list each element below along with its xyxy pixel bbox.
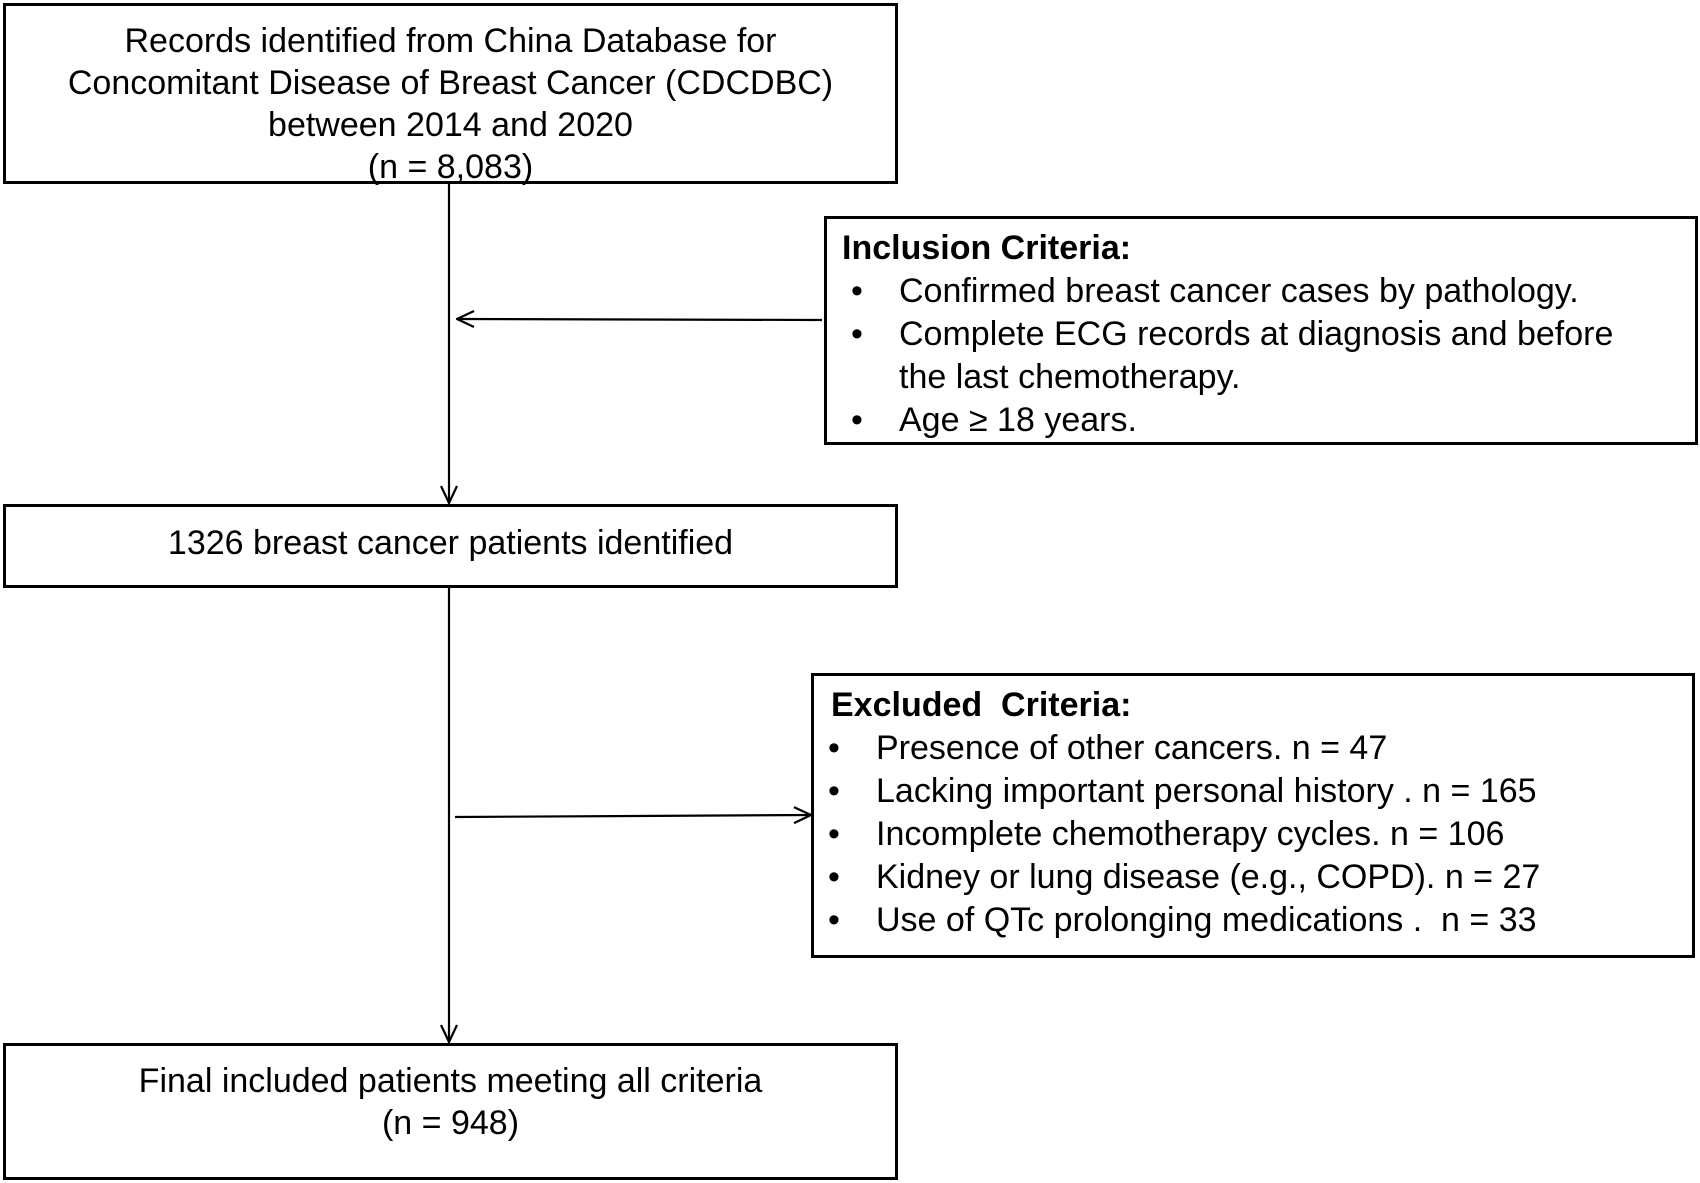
inclusion-item-text: Complete ECG records at diagnosis and before the last chemotherapy. (899, 315, 1614, 396)
records-line-2: Concomitant Disease of Breast Cancer (CDCDBC) (67, 64, 834, 102)
list-item (819, 727, 1692, 770)
bullet: • (828, 815, 840, 853)
list-item (819, 813, 1692, 856)
excluded-item-text: Lacking important personal history . n = 165 (876, 772, 1537, 810)
records-line-4: (n = 8,083) (367, 148, 534, 186)
inclusion-item-text: Age ≥ 18 years. (899, 401, 1137, 439)
list-item (819, 856, 1692, 899)
list-item (842, 313, 1695, 399)
excluded-criteria-list (819, 727, 1692, 942)
excluded-arrow (455, 815, 811, 817)
inclusion-item-text: Confirmed breast cancer cases by pathology. (899, 272, 1579, 310)
inclusion-criteria-box (824, 216, 1698, 445)
excluded-criteria-heading: Excluded Criteria: (831, 686, 1132, 724)
excluded-item-text: Kidney or lung disease (e.g., COPD). n = 27 (876, 858, 1541, 896)
final-included-box (3, 1043, 898, 1180)
patients-identified-text: 1326 breast cancer patients identified (167, 524, 734, 562)
records-identified-box (3, 3, 898, 184)
bullet: • (828, 858, 840, 896)
excluded-item-text: Incomplete chemotherapy cycles. n = 106 (876, 815, 1505, 853)
bullet: • (828, 729, 840, 767)
records-line-3: between 2014 and 2020 (268, 106, 633, 144)
records-line-1: Records identified from China Database for (124, 22, 777, 60)
list-item (819, 770, 1692, 813)
list-item (842, 270, 1695, 313)
list-item (819, 899, 1692, 942)
patients-identified-box (3, 504, 898, 588)
excluded-criteria-box (811, 673, 1695, 958)
bullet: • (828, 901, 840, 939)
bullet: • (828, 772, 840, 810)
excluded-item-text: Use of QTc prolonging medications . n = 33 (876, 901, 1537, 939)
bullet: • (851, 401, 863, 439)
bullet: • (851, 315, 863, 353)
bullet: • (851, 272, 863, 310)
inclusion-criteria-heading: Inclusion Criteria: (842, 229, 1132, 267)
inclusion-arrow (457, 319, 822, 320)
inclusion-criteria-list (842, 270, 1695, 442)
list-item (842, 399, 1695, 442)
final-line-2: (n = 948) (381, 1104, 520, 1142)
excluded-item-text: Presence of other cancers. n = 47 (876, 729, 1388, 767)
final-line-1: Final included patients meeting all criteria (138, 1062, 763, 1100)
